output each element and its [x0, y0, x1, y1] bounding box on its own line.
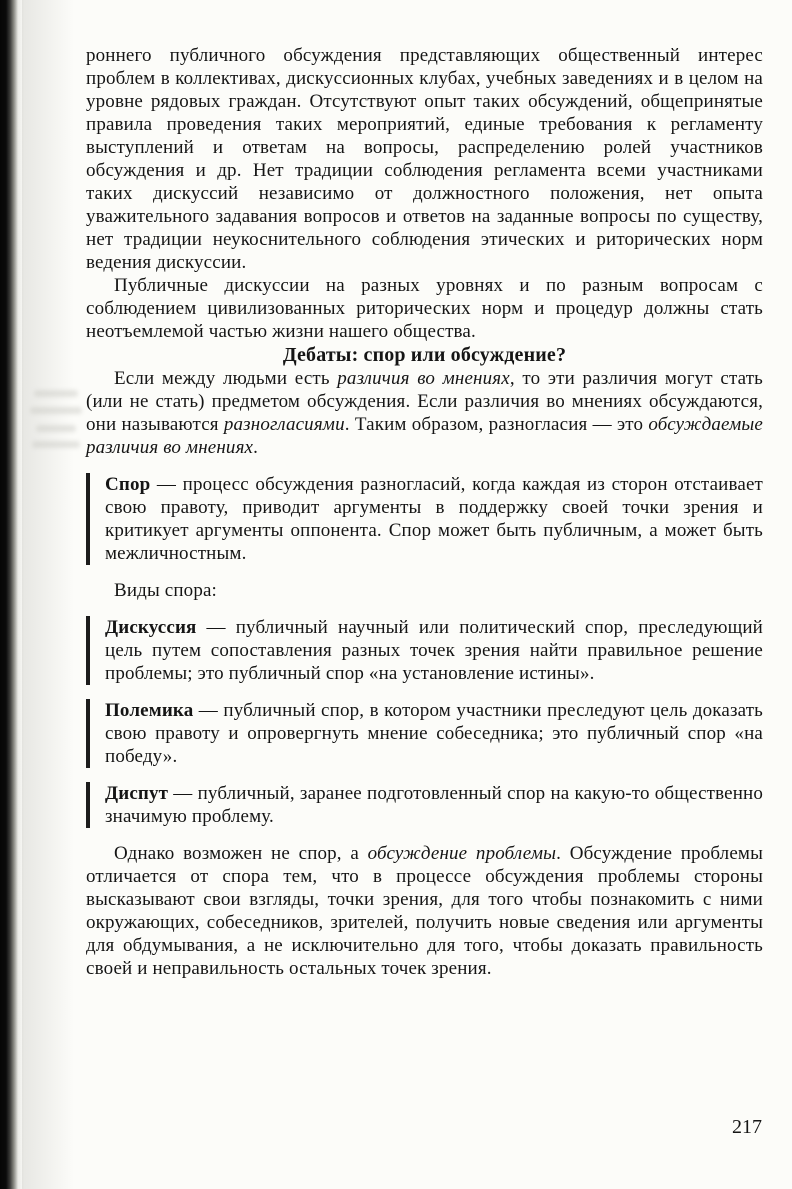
- page-content: [86, 44, 763, 980]
- paragraph: [86, 274, 763, 343]
- gutter-shadow: [22, 0, 74, 1189]
- paragraph-continuation: [86, 44, 763, 274]
- text-run: , то эти различия могут стать (или не стать) предметом обсуждения. Если различия во мнениях обсуждаются, они называются: [86, 368, 763, 435]
- page-number: 217: [732, 1116, 762, 1138]
- definition-text: [105, 616, 763, 685]
- text-run: Однако возможен не спор, а: [114, 843, 368, 864]
- definition-block-diskussiya: [86, 616, 763, 685]
- definition-block-spor: [86, 473, 763, 565]
- bleedthrough-mark: [30, 407, 82, 414]
- text-run: — публичный, заранее подготовленный спор на какую-то общественно значимую проблему.: [105, 783, 763, 827]
- paragraph-vidy-spora: [86, 579, 763, 602]
- definition-term: Полемика: [105, 700, 194, 721]
- definition-block-disput: [86, 782, 763, 828]
- text-run: — процесс обсуждения разногласий, когда каждая из сторон отстаивает свою правоту, приводит аргументы в поддержку своей точки зрения и критикует аргументы оппонента. Спор может быть публичным, а может быть межличностным.: [105, 474, 763, 564]
- book-binding-shadow: [0, 0, 24, 1189]
- italic-term: различия во мнениях: [337, 368, 510, 389]
- bleedthrough-mark: [32, 441, 80, 448]
- definition-term: Диспут: [105, 783, 169, 804]
- bleedthrough-mark: [36, 425, 76, 432]
- text-run: роннего публичного обсуждения представляющих общественный интерес проблем в коллективах, дискуссионных клубах, учебных заведениях и в целом на уровне рядовых граждан. Отсутствуют опыт таких обсуждений, общепринятые правила проведения таких мероприятий, единые требования к регламенту выступлений и ответам на вопросы, распределению ролей участников обсуждения и др. Нет традиции соблюдения регламента всеми участниками таких дискуссий независимо от должностного положения, нет опыта уважительного задавания вопросов и ответов на заданные вопросы по существу, нет традиции неукоснительного соблюдения этических и риторических норм ведения дискуссии.: [86, 45, 763, 273]
- paragraph-intro: [86, 367, 763, 459]
- definition-text: [105, 473, 763, 565]
- text-run: Виды спора:: [114, 580, 217, 601]
- text-run: . Таким образом, разногласия — это: [344, 414, 649, 435]
- definition-text: [105, 782, 763, 828]
- paragraph-final: [86, 842, 763, 980]
- definition-term: Спор: [105, 474, 151, 495]
- text-run: — публичный спор, в котором участники преследуют цель доказать свою правоту и опровергнуть мнение собеседника; это публичный спор «на победу».: [105, 700, 763, 767]
- italic-term: обсуждаемые различия во мнениях: [86, 414, 763, 458]
- definition-text: [105, 699, 763, 768]
- text-run: Публичные дискуссии на разных уровнях и по разным вопросам с соблюдением цивилизованных риторических норм и процедур должны стать неотъемлемой частью жизни нашего общества.: [86, 275, 763, 342]
- definition-term: Дискуссия: [105, 617, 197, 638]
- italic-term: обсуждение проблемы: [367, 843, 557, 864]
- text-run: — публичный научный или политический спор, преследующий цель путем сопоставления разных точек зрения найти правильное решение проблемы; это публичный спор «на установление истины».: [105, 617, 763, 684]
- text-run: . Обсуждение проблемы отличается от спора тем, что в процессе обсуждения проблемы стороны высказывают свои взгляды, точки зрения, для того чтобы познакомить с ними окружающих, собеседников, зрителей, получить новые сведения или аргументы для обдумывания, а не исключительно для того, чтобы доказать правильность своей и неправильность остальных точек зрения.: [86, 843, 763, 979]
- text-run: .: [253, 437, 259, 458]
- bleedthrough-mark: [34, 390, 78, 397]
- section-heading: Дебаты: спор или обсуждение?: [282, 344, 567, 366]
- definition-block-polemika: [86, 699, 763, 768]
- italic-term: разногласиями: [223, 414, 345, 435]
- text-run: Если между людьми есть: [114, 368, 338, 389]
